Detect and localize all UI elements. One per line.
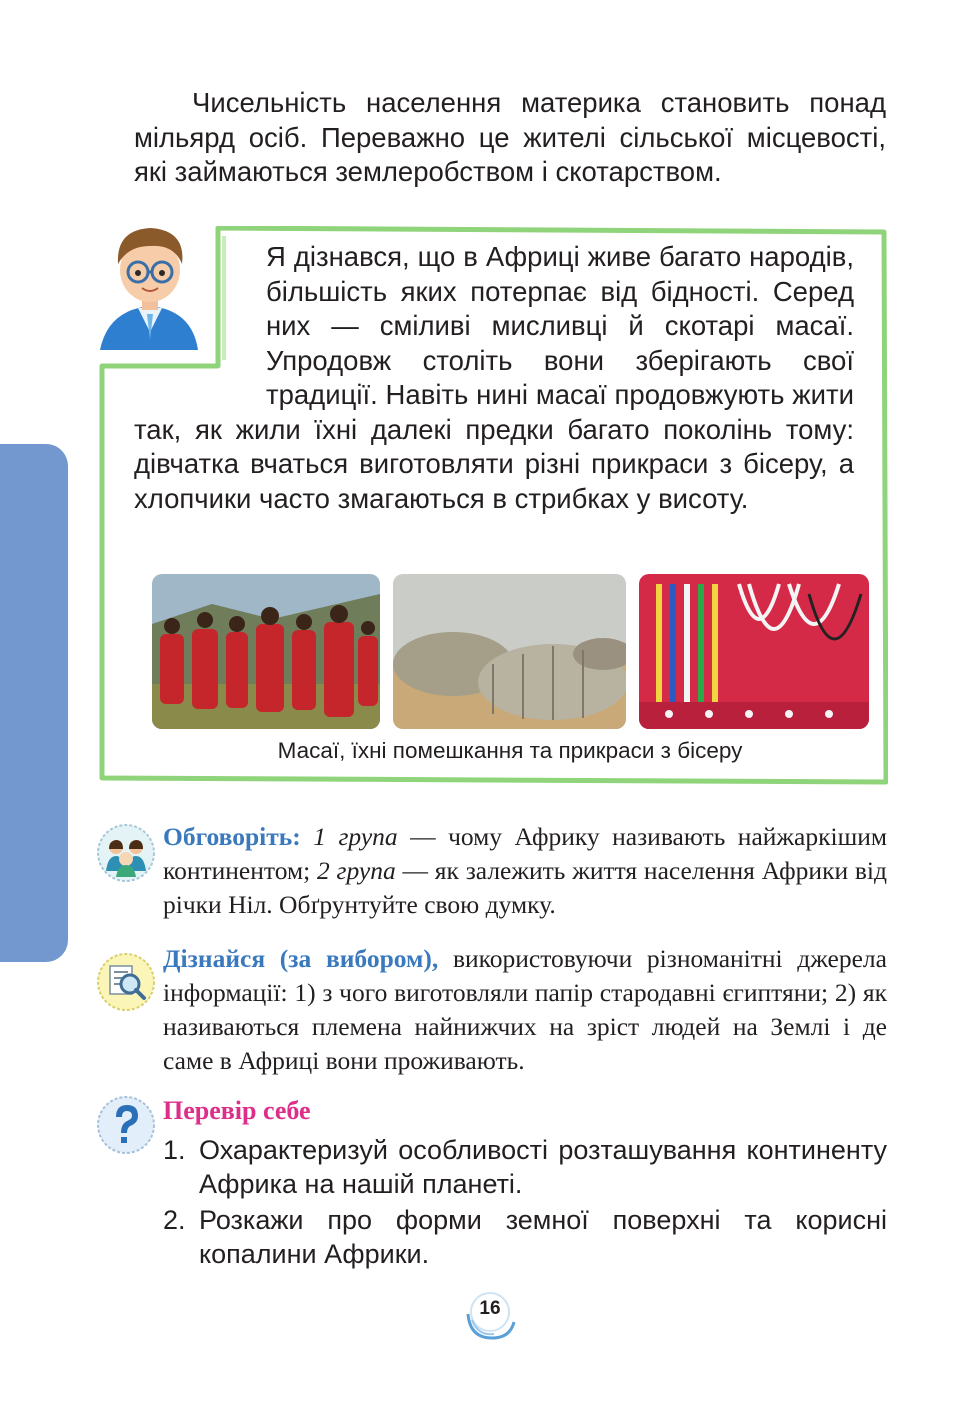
- page-number: 16: [462, 1288, 518, 1344]
- maasai-people-photo: [152, 574, 380, 729]
- self-check-title: Перевір себе: [163, 1096, 311, 1125]
- list-item: 2. Розкажи про форми земної поверхні та корисні копалини Африки.: [163, 1205, 887, 1269]
- list-item: 1. Охарактеризуй особливості розташування континенту Африка на нашій планеті.: [163, 1135, 887, 1199]
- group-discussion-icon: [96, 823, 156, 883]
- question-mark-icon: [96, 1095, 156, 1155]
- research-magnifier-icon: [96, 952, 156, 1012]
- intro-paragraph: Чисельність населення материка становить понад мільярд осіб. Переважно це жителі сільської місцевості, які займаються землеробством і скотарством.: [134, 87, 886, 187]
- discussion-task: Обговоріть: 1 група — чому Африку називають найжаркішим континентом; 2 група — як залежить життя населення Африки від річки Ніл. Обґрунтуйте свою думку.: [163, 822, 887, 919]
- maasai-huts-photo: [393, 574, 626, 729]
- beadwork-photo: [639, 574, 869, 729]
- research-task: Дізнайся (за вибором), використовуючи різноманітні джерела інформації: 1) з чого виготовляли папір стародавні єгиптяни; 2) як називаються племена найнижчих на зріст людей на Землі і де саме в Африці вони проживають.: [163, 944, 887, 1075]
- info-box-text: Я дізнався, що в Африці живе багато народів, більшість яких потерпає від бідності. Серед них — сміливі мисливці й скотарі масаї. Упродовж століть вони зберігають свої традиції. Навіть нині масаї продовжують жити так, як жили їхні далекі предки багато поколінь тому: дівчатка вчаться виготовляти різні прикраси з бісеру, а хлопчики часто змагаються в стрибках у висоту.: [134, 241, 854, 514]
- side-tab: [0, 444, 68, 962]
- photo-caption: Масаї, їхні помешкання та прикраси з бісеру: [277, 738, 743, 763]
- self-check-list: [163, 1133, 887, 1273]
